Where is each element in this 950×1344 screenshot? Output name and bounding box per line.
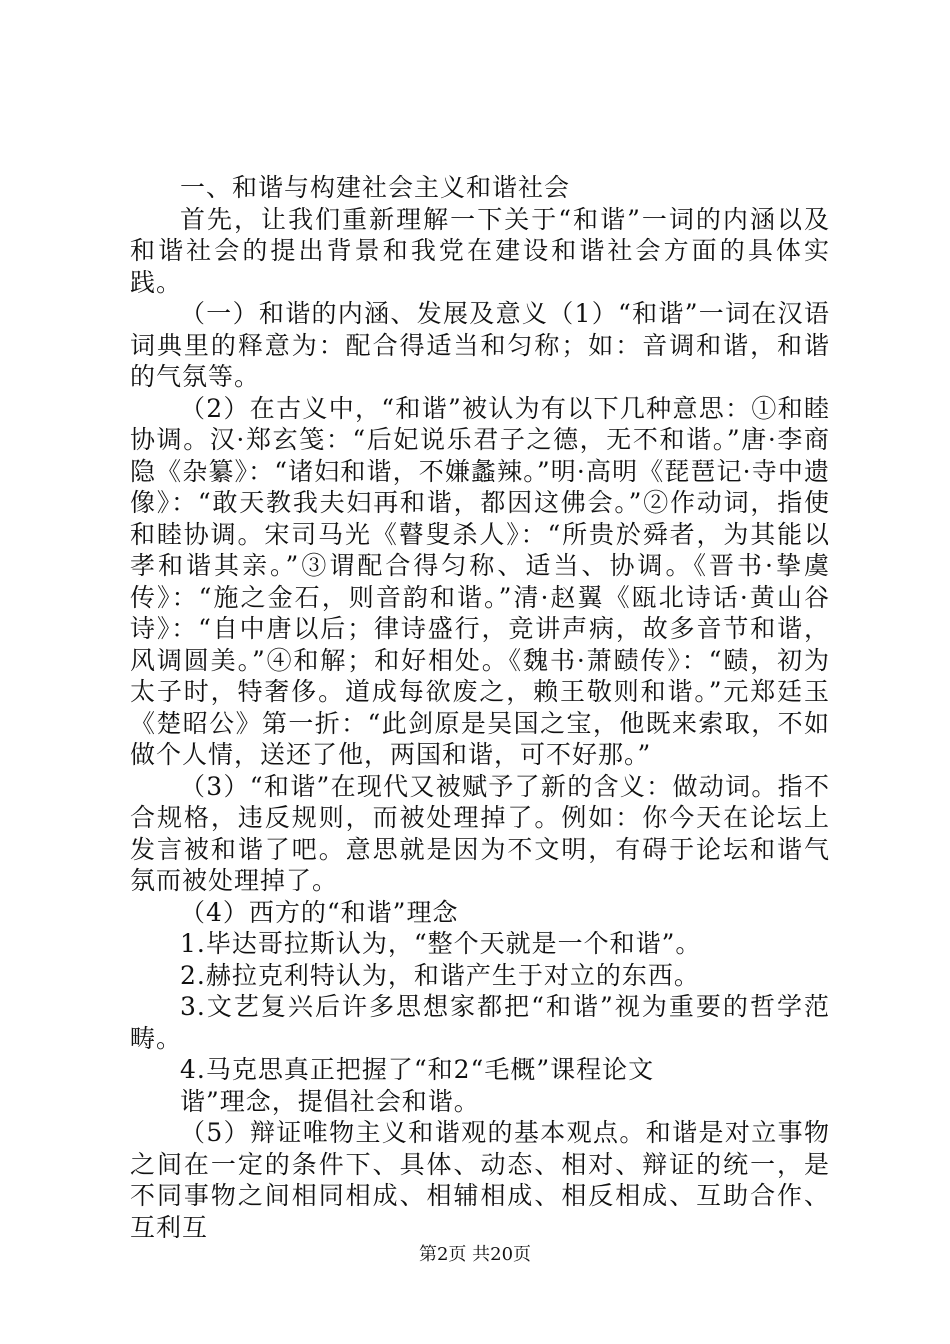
list-item: 4.马克思真正把握了“和2“毛概”课程论文 [180, 1055, 655, 1084]
paragraph: （一）和谐的内涵、发展及意义（1）“和谐”一词在汉语词典里的释意为：配合得适当和匀称；如：音调和谐，和谐的气氛等。 [130, 299, 830, 391]
list-item: 2.赫拉克利特认为，和谐产生于对立的东西。 [180, 960, 700, 990]
list-item: 1.毕达哥拉斯认为，“整个天就是一个和谐”。 [180, 929, 702, 958]
section-heading: 一、和谐与构建社会主义和谐社会 [180, 173, 571, 202]
paragraph: （3）“和谐”在现代又被赋予了新的含义：做动词。指不合规格，违反规则，而被处理掉了。例如：你今天在论坛上发言被和谐了吧。意思就是因为不文明，有碍于论坛和谐气氛而被处理掉了。 [130, 771, 830, 895]
paragraph: （5）辩证唯物主义和谐观的基本观点。和谐是对立事物之间在一定的条件下、具体、动态、相对、辩证的统一，是不同事物之间相同相成、相辅相成、相反相成、互助合作、互利互 [130, 1118, 830, 1242]
list-item: 3.文艺复兴后许多思想家都把“和谐”视为重要的哲学范畴。 [130, 992, 830, 1053]
list-item-continuation: 谐”理念，提倡社会和谐。 [180, 1086, 480, 1116]
page-footer: 第2页 共20页 [418, 1244, 532, 1265]
paragraph: （4）西方的“和谐”理念 [180, 897, 459, 927]
paragraph: （2）在古义中，“和谐”被认为有以下几种意思：①和睦协调。汉·郑玄笺：“后妃说乐君子之德，无不和谐。”唐·李商隐《杂纂》：“诸妇和谐，不嫌蠡辣。”明·高明《琵琶记·寺中遗像》：“敢天教我夫妇再和谐，都因这佛会。”②作动词，指使和睦协调。宋司马光《瞽叟杀人》：“所贵於舜者，为其能以孝和谐其亲。”③谓配合得匀称、适当、协调。《晋书·挚虞传》：“施之金石，则音韵和谐。”清·赵翼《瓯北诗话·黄山谷诗》：“自中唐以后；律诗盛行，竞讲声病，故多音节和谐，风调圆美。”④和解；和好相处。《魏书·萧赜传》：“赜，初为太子时，特奢侈。道成每欲废之，赖王敬则和谐。”元郑廷玉《楚昭公》第一折：“此剑原是吴国之宝，他既来索取，不如做个人情，送还了他，两国和谐，可不好那。” [130, 393, 830, 769]
document-body [130, 172, 830, 1243]
paragraph: 首先，让我们重新理解一下关于“和谐”一词的内涵以及和谐社会的提出背景和我党在建设和谐社会方面的具体实践。 [130, 204, 830, 297]
